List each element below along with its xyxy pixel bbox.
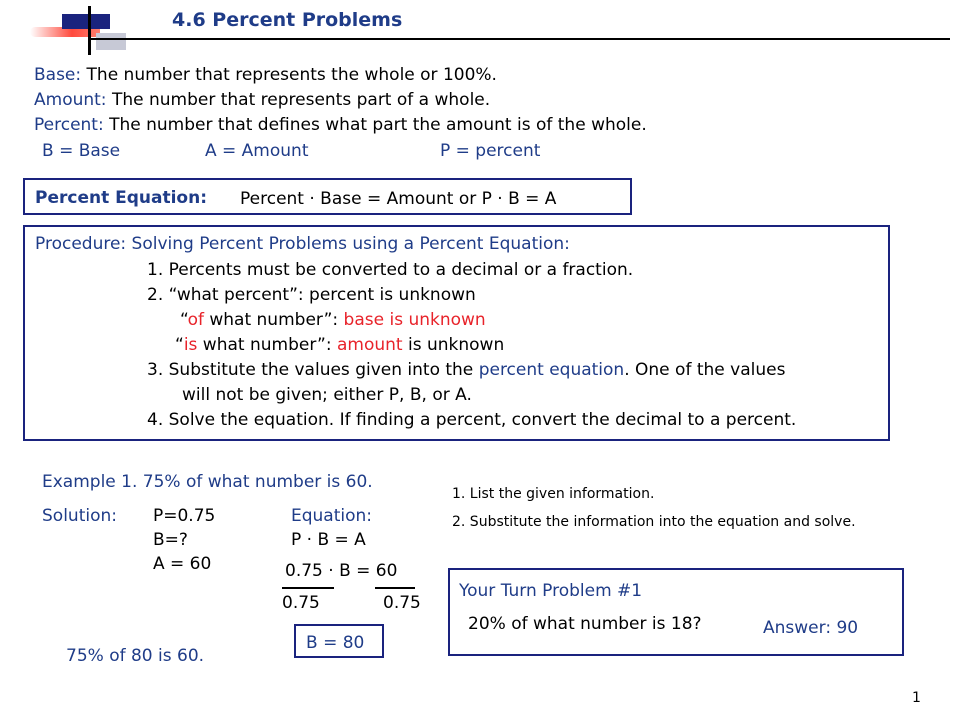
percent-equation-text: Percent · Base = Amount or P · B = A	[240, 189, 557, 209]
substituted-equation: 0.75 · B = 60	[285, 561, 398, 581]
procedure-step-1: 1. Percents must be converted to a decimal or a fraction.	[147, 260, 634, 280]
procedure-box	[23, 225, 890, 441]
fraction-bar-left	[282, 587, 334, 589]
step-text: what number”:	[203, 310, 344, 330]
step-text: . One of the values	[624, 360, 786, 380]
procedure-title: Solving Percent Problems using a Percent Equation:	[126, 234, 570, 254]
fraction-bar-right	[375, 587, 415, 589]
step-text: 3. Substitute the values given into the	[147, 360, 479, 380]
procedure-step-2b	[180, 312, 486, 329]
page-number: 1	[912, 690, 921, 706]
definition-text: The number that defines what part the amount is of the whole.	[103, 115, 647, 135]
conclusion-text: 75% of 80 is 60.	[66, 646, 205, 666]
base-unknown-text: base is unknown	[343, 310, 486, 330]
denominator-left: 0.75	[282, 593, 320, 613]
step-list-info: 1. List the given information.	[452, 486, 655, 502]
step-substitute: 2. Substitute the information into the equation and solve.	[452, 514, 856, 530]
equation-label: Equation:	[291, 506, 373, 526]
percent-equation-box	[23, 178, 632, 215]
step-text: is unknown	[402, 335, 505, 355]
quote-open: “	[175, 335, 184, 355]
variable-base: B = Base	[42, 141, 121, 161]
result-text: B = 80	[306, 633, 365, 653]
given-p: P=0.75	[153, 506, 216, 526]
header-navy-block	[62, 14, 110, 29]
procedure-step-4: 4. Solve the equation. If finding a percent, convert the decimal to a percent.	[147, 410, 797, 430]
your-turn-title: Your Turn Problem #1	[459, 581, 643, 601]
keyword-percent-equation: percent equation	[478, 360, 625, 380]
definition-text: The number that represents the whole or 100%.	[81, 65, 497, 85]
amount-text: amount	[336, 335, 403, 355]
definition-text: The number that represents part of a whole.	[106, 90, 491, 110]
procedure-step-2c	[175, 337, 504, 354]
definition-percent	[34, 117, 647, 134]
keyword-of: of	[187, 310, 204, 330]
header-gray-block	[96, 33, 126, 50]
definition-amount	[34, 92, 490, 109]
procedure-label: Procedure:	[35, 234, 127, 254]
given-b: B=?	[153, 530, 188, 550]
result-box	[294, 624, 384, 658]
definition-term: Amount:	[34, 90, 107, 110]
equation-formula: P · B = A	[291, 530, 366, 550]
definition-term: Base:	[34, 65, 82, 85]
given-a: A = 60	[153, 554, 212, 574]
example-title: Example 1. 75% of what number is 60.	[42, 472, 373, 492]
variable-amount: A = Amount	[205, 141, 309, 161]
variable-percent: P = percent	[440, 141, 541, 161]
procedure-step-2a: 2. “what percent”: percent is unknown	[147, 285, 476, 305]
solution-label: Solution:	[42, 506, 117, 526]
denominator-right: 0.75	[383, 593, 421, 613]
your-turn-box	[448, 568, 904, 656]
slide-title: 4.6 Percent Problems	[172, 9, 403, 31]
header-vertical-line	[88, 6, 91, 55]
procedure-step-3b: will not be given; either P, B, or A.	[182, 385, 472, 405]
quote-open: “	[180, 310, 188, 330]
header-rule	[88, 38, 950, 40]
your-turn-answer: Answer: 90	[763, 618, 859, 638]
procedure-step-3a	[147, 362, 785, 379]
step-text: what number”:	[197, 335, 337, 355]
percent-equation-label: Percent Equation:	[35, 188, 208, 208]
definition-term: Percent:	[34, 115, 104, 135]
your-turn-question: 20% of what number is 18?	[468, 614, 702, 634]
procedure-heading	[35, 236, 570, 253]
definition-base	[34, 67, 497, 84]
keyword-is: is	[183, 335, 198, 355]
